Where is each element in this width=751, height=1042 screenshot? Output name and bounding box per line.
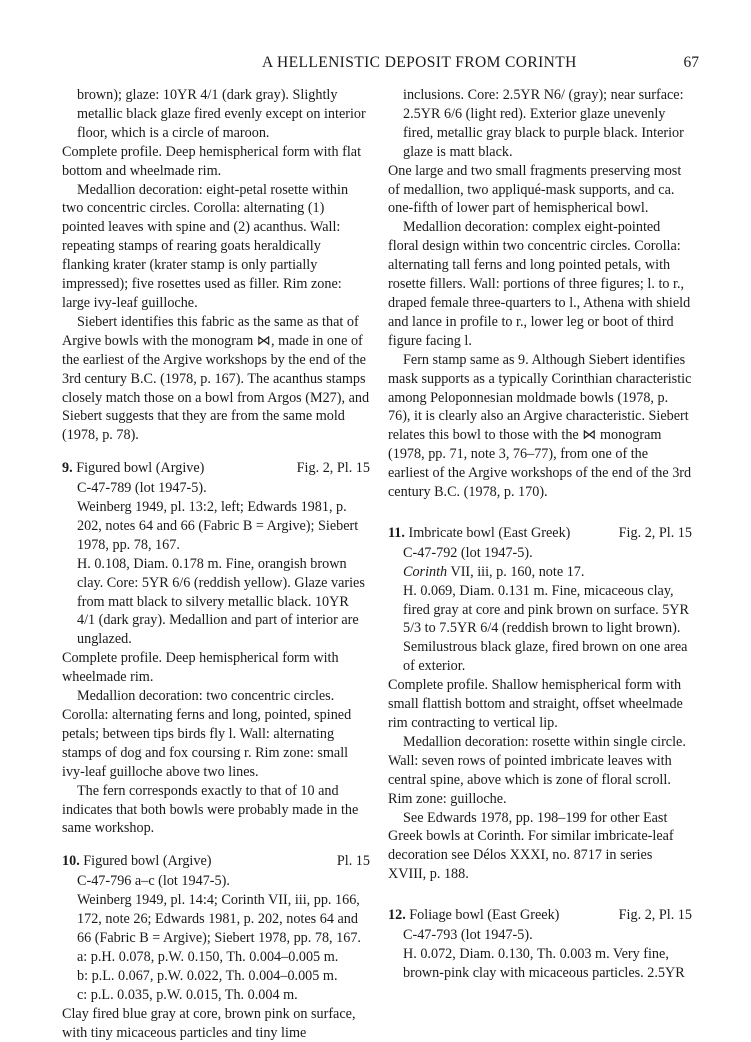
entry-11-decoration: Medallion decoration: rosette within single circle. Wall: seven rows of pointed imbricate leaves with central spine, above which is zone of floral scroll. Rim zone: guilloche. xyxy=(388,733,686,807)
entry-11-profile: Complete profile. Shallow hemispherical form with small flattish bottom and straight, offset wheelmade rim contracting to vertical lip. xyxy=(388,677,683,731)
running-title: A HELLENISTIC DEPOSIT FROM CORINTH xyxy=(262,54,577,71)
entry-10-fragment-a: a: p.H. 0.078, p.W. 0.150, Th. 0.004–0.005 m. xyxy=(77,948,339,965)
entry-12-inventory: C-47-793 (lot 1947-5). xyxy=(403,927,533,944)
entry-9-profile: Complete profile. Deep hemispherical form with wheelmade rim. xyxy=(62,650,339,686)
entry-11-figure-ref: Fig. 2, Pl. 15 xyxy=(618,524,692,541)
entry-10-inventory: C-47-796 a–c (lot 1947-5). xyxy=(77,873,230,890)
entry-12-title: Foliage bowl (East Greek) xyxy=(409,907,560,924)
entry-10-preservation: One large and two small fragments preserving most of medallion, two appliqué-mask supports, and ca. one-fifth of lower part of hemispherical bowl. xyxy=(388,162,682,217)
entry-12-description: H. 0.072, Diam. 0.130, Th. 0.003 m. Very fine, brown-pink clay with micaceous particles. 2.5YR xyxy=(403,945,685,981)
entry-9-decoration: Medallion decoration: two concentric circles. Corolla: alternating ferns and long, pointed, spined petals; between tips birds fly l. Wall: alternating stamps of dog and fox coursing r. Rim zone: small ivy-leaf guilloche above two lines. xyxy=(62,688,352,780)
entry-11-description: H. 0.069, Diam. 0.131 m. Fine, micaceous clay, fired gray at core and pink brown on surface. 5YR 5/3 to 7.5YR 6/4 (reddish brown to light brown). Semilustrous black glaze, fired brown on one area of exterior. xyxy=(403,582,690,675)
entry-10-title: Figured bowl (Argive) xyxy=(83,853,212,870)
entry-12-figure-ref: Fig. 2, Pl. 15 xyxy=(618,907,692,924)
entry-9-bibliography: Weinberg 1949, pl. 13:2, left; Edwards 1981, p. 202, notes 64 and 66 (Fabric B = Argive); Siebert 1978, pp. 78, 167. xyxy=(77,499,359,553)
entry-9-inventory: C-47-789 (lot 1947-5). xyxy=(77,480,207,497)
profile-paragraph: Complete profile. Deep hemispherical form with flat bottom and wheelmade rim. xyxy=(62,143,362,179)
entry-10-number: 10. xyxy=(62,853,80,870)
entry-10-fragment-c: c: p.L. 0.035, p.W. 0.015, Th. 0.004 m. xyxy=(77,986,298,1003)
entry-11-title: Imbricate bowl (East Greek) xyxy=(408,524,571,541)
entry-11-bibliography xyxy=(388,563,692,582)
entry-10-figure-ref: Pl. 15 xyxy=(336,853,370,870)
entry-10-fragment-b: b: p.L. 0.067, p.W. 0.022, Th. 0.004–0.005 m. xyxy=(77,967,338,984)
left-column xyxy=(62,86,370,1042)
right-column xyxy=(388,86,692,983)
page-number: 67 xyxy=(683,54,699,71)
commentary-paragraph: Siebert identifies this fabric as the same as that of Argive bowls with the monogram ⋈, made in one of the earliest of the Argive workshops by the end of the 3rd century B.C. (1978, p. 167). The acanthus stamps closely match those on a bowl from Argos (M27), and Siebert suggests that they are from the same mold (1978, p. 78). xyxy=(62,313,370,444)
entry-9-number: 9. xyxy=(62,460,73,477)
entry-11-bibliography-rest: VII, iii, p. 160, note 17. xyxy=(447,563,585,580)
catalog-continuation: brown); glaze: 10YR 4/1 (dark gray). Slightly metallic black glaze fired evenly except on interior floor, which is a circle of maroon. xyxy=(77,87,366,141)
entry-9-heading xyxy=(62,459,370,478)
entry-9-figure-ref: Fig. 2, Pl. 15 xyxy=(296,460,370,477)
entry-12-number: 12. xyxy=(388,907,406,924)
entry-11-heading xyxy=(388,524,692,543)
entry-9-commentary: The fern corresponds exactly to that of 10 and indicates that both bowls were probably made in the same workshop. xyxy=(62,782,359,837)
entry-11-bibliography-italic: Corinth xyxy=(403,563,448,580)
entry-11-number: 11. xyxy=(388,524,405,541)
running-header xyxy=(0,54,751,76)
entry-10-commentary: Fern stamp same as 9. Although Siebert identifies mask supports as a typically Corinthian characteristic among Peloponnesian moldmade bowls (1978, p. 76), it is clearly also an Argive characteristic. Siebert relates this bowl to those with the ⋈ monogram (1978, pp. 71, note 3, 76–77), from one of the earliest of the Argive workshops of the end of the 3rd century B.C. (1978, p. 170). xyxy=(388,351,692,501)
entry-11-inventory: C-47-792 (lot 1947-5). xyxy=(403,544,533,561)
entry-12-heading xyxy=(388,906,692,925)
entry-9-title: Figured bowl (Argive) xyxy=(76,460,205,477)
entry-10-continuation: inclusions. Core: 2.5YR N6/ (gray); near surface: 2.5YR 6/6 (light red). Exterior glaze unevenly fired, metallic gray black to purple black. Interior glaze is matt black. xyxy=(403,87,684,160)
entry-10-heading xyxy=(62,852,370,871)
entry-10-bibliography: Weinberg 1949, pl. 14:4; Corinth VII, iii, pp. 166, 172, note 26; Edwards 1981, p. 202, notes 64 and 66 (Fabric B = Argive); Siebert 1978, pp. 78, 167. xyxy=(77,892,361,946)
entry-9-description: H. 0.108, Diam. 0.178 m. Fine, orangish brown clay. Core: 5YR 6/6 (reddish yellow). Glaze varies from matt black to silvery metallic black. 10YR 4/1 (dark gray). Medallion and part of interior are unglazed. xyxy=(77,555,365,648)
entry-11-commentary: See Edwards 1978, pp. 198–199 for other East Greek bowls at Corinth. For similar imbricate-leaf decoration see Délos XXXI, no. 8717 in series XVIII, p. 188. xyxy=(388,809,674,883)
entry-10-decoration: Medallion decoration: complex eight-pointed floral design within two concentric circles. Corolla: alternating tall ferns and long pointed petals, with rosette fillers. Wall: portions of three figures; l. to r., draped female three-quarters to l., Athena with shield and lance in profile to r., lower leg or boot of third figure facing l. xyxy=(388,219,691,349)
decoration-paragraph: Medallion decoration: eight-petal rosette within two concentric circles. Corolla: alternating (1) pointed leaves with spine and (2) acanthus. Wall: repeating stamps of rearing goats heraldically flanking krater (krater stamp is only partially impressed); five rosettes used as filler. Rim zone: large ivy-leaf guilloche. xyxy=(62,181,349,311)
entry-10-clay-description: Clay fired blue gray at core, brown pink on surface, with tiny micaceous particles and tiny lime xyxy=(62,1005,356,1041)
